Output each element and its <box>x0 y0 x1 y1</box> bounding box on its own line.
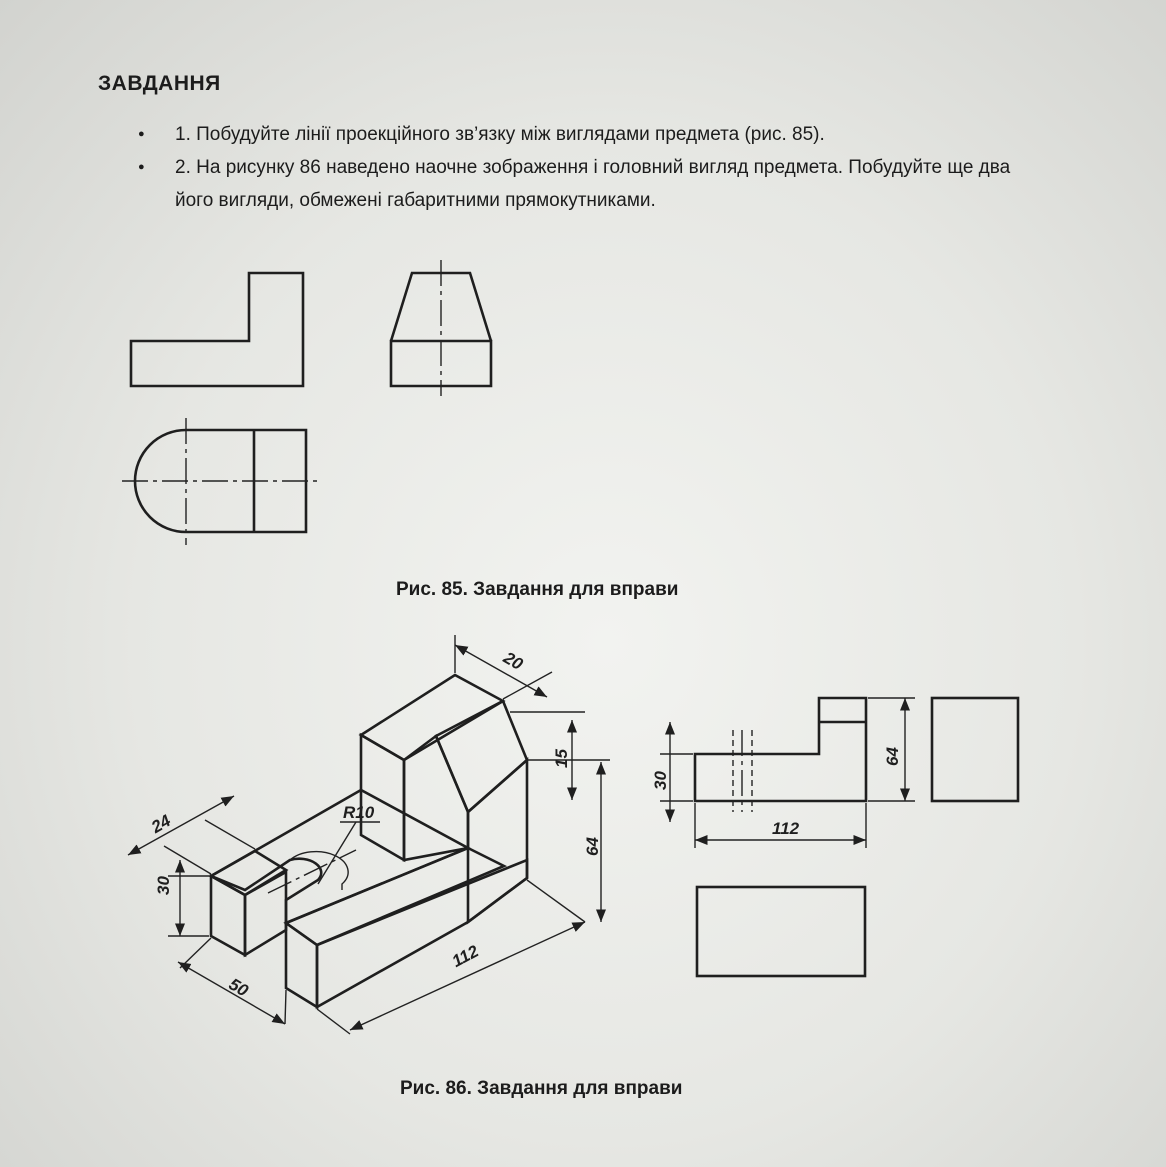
task-item-2: ● 2. На рисунку 86 наведено наочне зображення і головний вигляд предмета. Побудуйте ще два його вигляди, обмежені габаритними прямокутниками. <box>138 151 1025 217</box>
fig85-front-view <box>131 273 303 386</box>
dim-front-height: 64 <box>883 747 902 766</box>
top-view-box <box>697 887 865 976</box>
fig85-side-view <box>391 260 491 396</box>
dim-iso-height: 64 <box>583 837 602 856</box>
fig86-caption: Рис. 86. Завдання для вправи <box>400 1078 683 1099</box>
dim-iso-base-height: 30 <box>154 876 173 895</box>
dim-front-length: 112 <box>772 819 800 838</box>
task-item-1: ● 1. Побудуйте лінії проекційного зв’язку між виглядами предмета (рис. 85). <box>138 118 1025 151</box>
fig85-caption: Рис. 85. Завдання для вправи <box>396 579 679 600</box>
side-view-box <box>932 698 1018 801</box>
dim-iso-thickness: 24 <box>148 811 174 837</box>
fig86-isometric-model <box>128 635 610 1034</box>
section-heading: ЗАВДАННЯ <box>98 72 221 95</box>
dim-iso-step: 15 <box>552 749 571 768</box>
dim-front-base: 30 <box>651 771 670 790</box>
dim-iso-length: 112 <box>448 941 482 972</box>
fig85-top-view <box>122 418 320 545</box>
dim-iso-top: 20 <box>500 647 527 674</box>
fig86-front-view <box>651 698 915 848</box>
dim-iso-width: 50 <box>225 974 252 1001</box>
dim-iso-radius: R10 <box>343 803 375 822</box>
